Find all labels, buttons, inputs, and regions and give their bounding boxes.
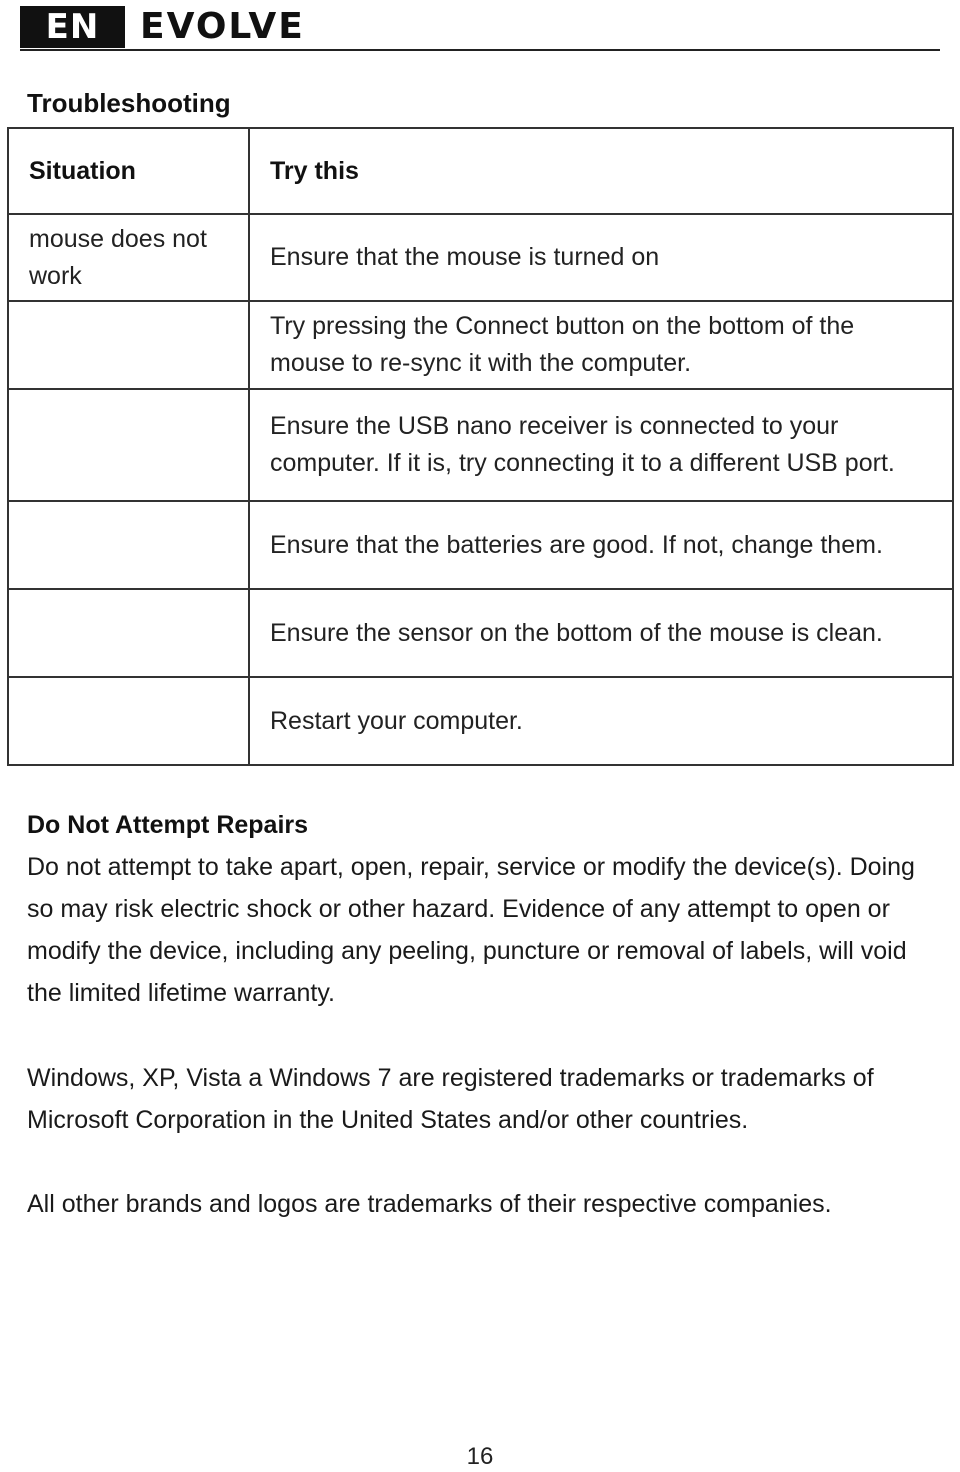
try-this-cell: Ensure that the mouse is turned on xyxy=(249,214,953,301)
situation-cell-empty xyxy=(8,501,249,589)
page-number: 16 xyxy=(466,1443,494,1470)
table-row xyxy=(8,589,953,677)
table-row xyxy=(8,301,953,389)
header-divider xyxy=(20,49,940,51)
column-header-situation: Situation xyxy=(8,128,249,214)
troubleshooting-title: Troubleshooting xyxy=(27,88,231,118)
language-badge: EN xyxy=(20,6,125,48)
repairs-paragraph: Do not attempt to take apart, open, repair, service or modify the device(s). Doing so may risk electric shock or other hazard. Evidence of any attempt to open or modify the device, including any peeling, puncture or removal of labels, will void the limited lifetime warranty. xyxy=(27,853,915,1007)
situation-cell-empty xyxy=(8,677,249,765)
try-this-cell: Restart your computer. xyxy=(249,677,953,765)
repairs-title: Do Not Attempt Repairs xyxy=(27,811,309,839)
brands-paragraph: All other brands and logos are trademarks of their respective companies. xyxy=(27,1190,832,1218)
page-header xyxy=(20,6,940,52)
situation-cell-empty xyxy=(8,589,249,677)
troubleshooting-table xyxy=(7,127,954,766)
situation-cell-empty xyxy=(8,301,249,389)
brand-logo: EVOLVE xyxy=(140,6,305,47)
try-this-cell: Ensure that the batteries are good. If not, change them. xyxy=(249,501,953,589)
table-row xyxy=(8,501,953,589)
table-header-row xyxy=(8,128,953,214)
try-this-cell: Try pressing the Connect button on the bottom of the mouse to re-sync it with the computer. xyxy=(249,301,953,389)
table-row xyxy=(8,389,953,501)
situation-cell-empty xyxy=(8,389,249,501)
table-row xyxy=(8,214,953,301)
trademark-paragraph: Windows, XP, Vista a Windows 7 are registered trademarks or trademarks of Microsoft Corporation in the United States and/or other countries. xyxy=(27,1064,874,1134)
table-row xyxy=(8,677,953,765)
try-this-cell: Ensure the sensor on the bottom of the mouse is clean. xyxy=(249,589,953,677)
try-this-cell: Ensure the USB nano receiver is connected to your computer. If it is, try connecting it to a different USB port. xyxy=(249,389,953,501)
situation-text: mouse does not work xyxy=(29,224,207,290)
column-header-try-this: Try this xyxy=(249,128,953,214)
situation-cell xyxy=(8,214,249,301)
